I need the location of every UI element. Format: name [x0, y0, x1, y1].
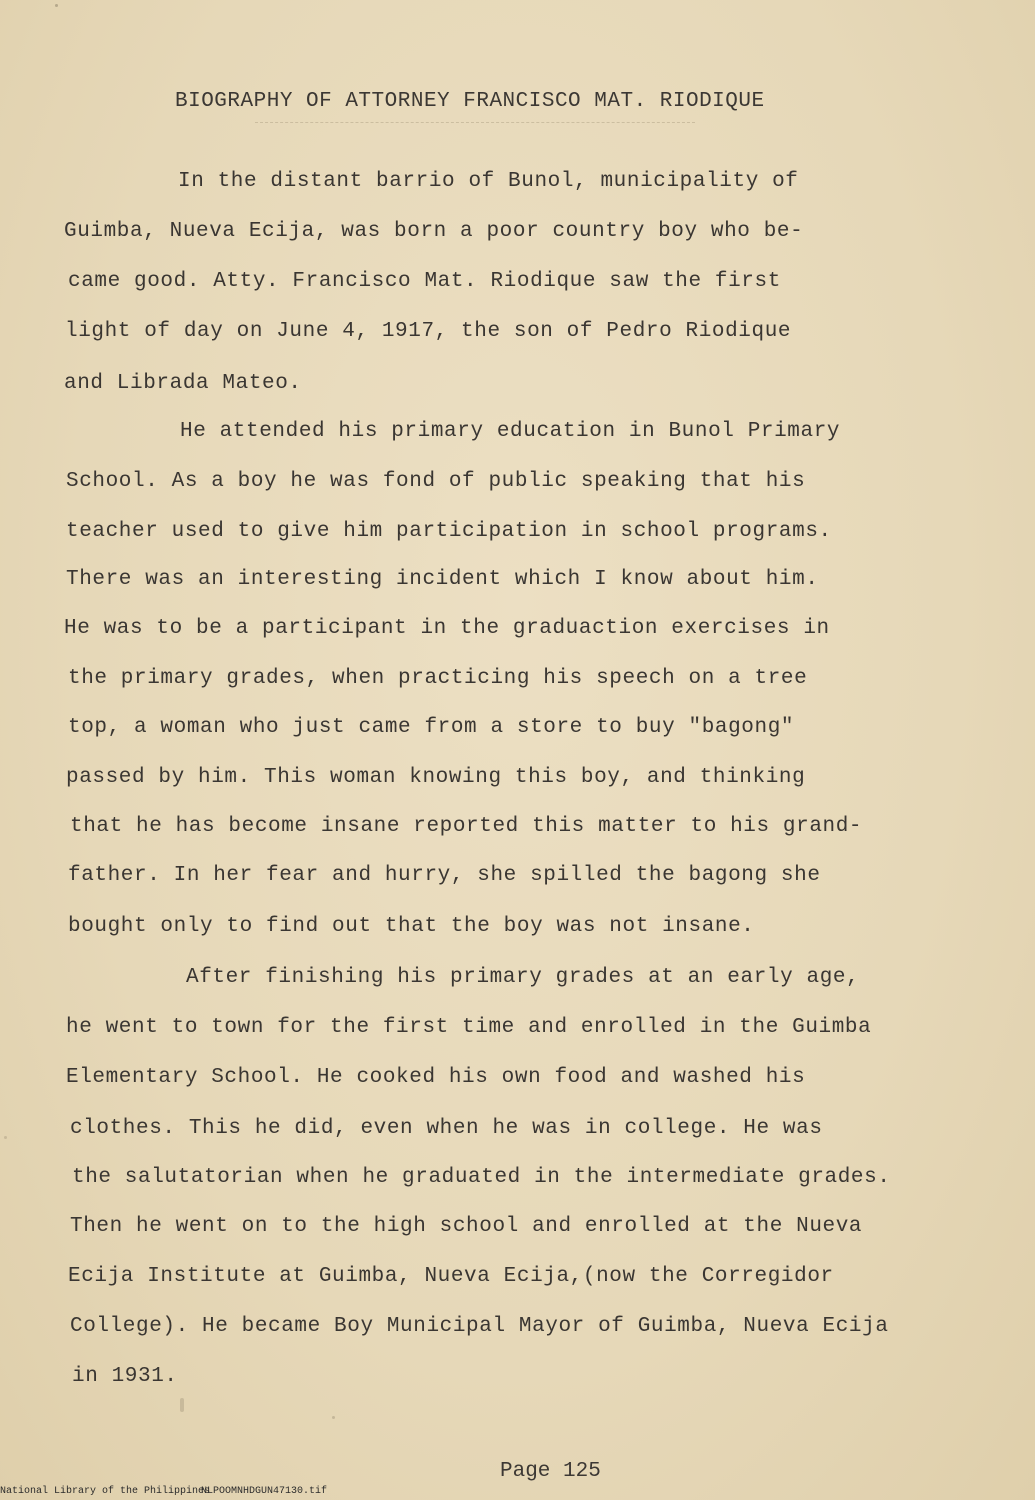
paragraph-1-line-4: light of day on June 4, 1917, the son of Pedro Riodique [65, 320, 792, 343]
paragraph-3-line-4: clothes. This he did, even when he was in college. He was [70, 1117, 823, 1140]
paragraph-2-line-5: He was to be a participant in the graduaction exercises in [64, 617, 830, 640]
paragraph-3-line-9: in 1931. [72, 1365, 178, 1388]
paragraph-3-line-6: Then he went on to the high school and enrolled at the Nueva [70, 1215, 863, 1238]
paragraph-2-line-1: He attended his primary education in Bunol Primary [180, 420, 841, 443]
paragraph-2-line-8: passed by him. This woman knowing this boy, and thinking [66, 766, 806, 789]
paragraph-2-line-7: top, a woman who just came from a store to buy "bagong" [68, 716, 795, 739]
paragraph-2-line-6: the primary grades, when practicing his speech on a tree [68, 667, 808, 690]
paragraph-3-line-3: Elementary School. He cooked his own food and washed his [66, 1066, 806, 1089]
paragraph-3-line-1: After finishing his primary grades at an early age, [186, 966, 860, 989]
paragraph-1-line-3: came good. Atty. Francisco Mat. Riodique saw the first [68, 270, 781, 293]
paragraph-1-line-1: In the distant barrio of Bunol, municipality of [178, 170, 799, 193]
paragraph-3-line-2: he went to town for the first time and enrolled in the Guimba [66, 1016, 872, 1039]
document-title: BIOGRAPHY OF ATTORNEY FRANCISCO MAT. RIODIQUE [175, 90, 765, 113]
paragraph-2-line-4: There was an interesting incident which I know about him. [66, 568, 819, 591]
paper-speck [332, 1416, 335, 1419]
scan-filename: NLPOOMNHDGUN47130.tif [201, 1486, 328, 1497]
paragraph-2-line-2: School. As a boy he was fond of public speaking that his [66, 470, 806, 493]
paragraph-2-line-3: teacher used to give him participation in school programs. [66, 520, 832, 543]
paragraph-1-line-5: and Librada Mateo. [64, 372, 302, 395]
paper-speck [55, 4, 58, 7]
page-number: Page 125 [500, 1460, 601, 1483]
library-credit: National Library of the Philippines [0, 1486, 211, 1497]
paragraph-3-line-5: the salutatorian when he graduated in the intermediate grades. [72, 1166, 891, 1189]
paragraph-2-line-10: father. In her fear and hurry, she spilled the bagong she [68, 864, 821, 887]
paragraph-2-line-9: that he has become insane reported this matter to his grand- [70, 815, 863, 838]
paragraph-1-line-2: Guimba, Nueva Ecija, was born a poor country boy who be- [64, 220, 804, 243]
title-underline [255, 122, 695, 123]
paragraph-3-line-7: Ecija Institute at Guimba, Nueva Ecija,(now the Corregidor [68, 1265, 834, 1288]
paragraph-2-line-11: bought only to find out that the boy was not insane. [68, 915, 755, 938]
paragraph-3-line-8: College). He became Boy Municipal Mayor of Guimba, Nueva Ecija [70, 1315, 889, 1338]
paper-speck [4, 1136, 7, 1139]
paper-speck [180, 1398, 184, 1412]
